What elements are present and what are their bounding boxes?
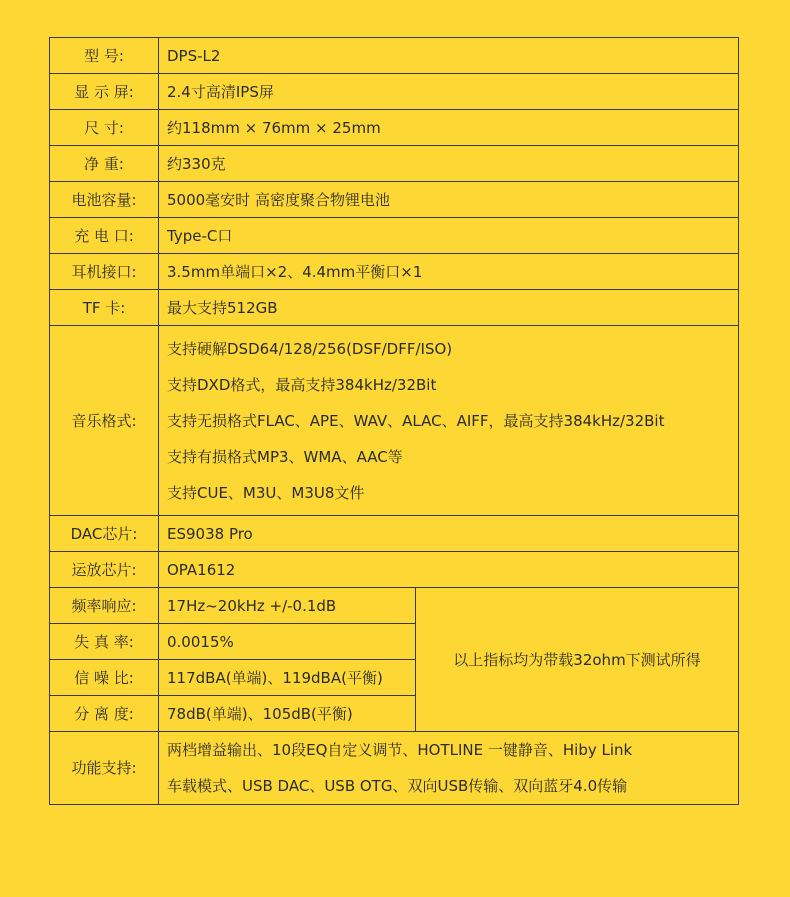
spec-value-frequency-response: 17Hz~20kHz +/-0.1dB — [159, 588, 416, 624]
spec-row-weight — [50, 146, 739, 182]
spec-row-battery — [50, 182, 739, 218]
spec-label-dac: DAC芯片: — [50, 516, 159, 552]
spec-value-model: DPS-L2 — [159, 38, 739, 74]
spec-label-snr: 信 噪 比: — [50, 660, 159, 696]
spec-row-tf-card — [50, 290, 739, 326]
spec-row-display — [50, 74, 739, 110]
audio-format-line: 支持有损格式MP3、WMA、AAC等 — [167, 447, 403, 466]
spec-label-weight: 净 重: — [50, 146, 159, 182]
features-line: 两档增益输出、10段EQ自定义调节、HOTLINE 一键静音、Hiby Link — [167, 741, 633, 759]
spec-value-separation: 78dB(单端)、105dB(平衡) — [159, 696, 416, 732]
spec-row-features — [50, 732, 739, 805]
spec-value-headphone: 3.5mm单端口×2、4.4mm平衡口×1 — [159, 254, 739, 290]
spec-row-dac — [50, 516, 739, 552]
spec-value-opamp: OPA1612 — [159, 552, 739, 588]
spec-row-audio-format — [50, 326, 739, 516]
spec-value-thd: 0.0015% — [159, 624, 416, 660]
spec-row-headphone — [50, 254, 739, 290]
spec-row-size — [50, 110, 739, 146]
spec-value-audio-format — [159, 326, 739, 516]
spec-label-frequency-response: 频率响应: — [50, 588, 159, 624]
spec-label-audio-format: 音乐格式: — [50, 326, 159, 516]
audio-format-line: 支持DXD格式，最高支持384kHz/32Bit — [167, 375, 437, 394]
audio-format-line: 支持CUE、M3U、M3U8文件 — [167, 483, 365, 502]
spec-label-display: 显 示 屏: — [50, 74, 159, 110]
audio-format-line: 支持无损格式FLAC、APE、WAV、ALAC、AIFF，最高支持384kHz/32Bit — [167, 411, 665, 430]
spec-label-battery: 电池容量: — [50, 182, 159, 218]
spec-row-frequency-response — [50, 588, 739, 624]
spec-value-charging: Type-C口 — [159, 218, 739, 254]
spec-value-battery: 5000毫安时 高密度聚合物锂电池 — [159, 182, 739, 218]
spec-label-size: 尺 寸: — [50, 110, 159, 146]
spec-label-model: 型 号: — [50, 38, 159, 74]
spec-value-features — [159, 732, 739, 805]
spec-table — [49, 37, 739, 805]
spec-label-headphone: 耳机接口: — [50, 254, 159, 290]
spec-value-tf-card: 最大支持512GB — [159, 290, 739, 326]
spec-value-weight: 约330克 — [159, 146, 739, 182]
spec-value-display: 2.4寸高清IPS屏 — [159, 74, 739, 110]
spec-label-charging: 充 电 口: — [50, 218, 159, 254]
spec-label-thd: 失 真 率: — [50, 624, 159, 660]
spec-value-size: 约118mm × 76mm × 25mm — [159, 110, 739, 146]
features-line: 车载模式、USB DAC、USB OTG、双向USB传输、双向蓝牙4.0传输 — [167, 777, 628, 795]
audio-format-line: 支持硬解DSD64/128/256(DSF/DFF/ISO) — [167, 339, 453, 358]
spec-label-opamp: 运放芯片: — [50, 552, 159, 588]
spec-row-opamp — [50, 552, 739, 588]
measurement-note: 以上指标均为带载32ohm下测试所得 — [416, 588, 739, 732]
spec-label-tf-card: TF 卡: — [50, 290, 159, 326]
spec-row-charging — [50, 218, 739, 254]
spec-label-features: 功能支持: — [50, 732, 159, 805]
spec-value-snr: 117dBA(单端)、119dBA(平衡) — [159, 660, 416, 696]
spec-label-separation: 分 离 度: — [50, 696, 159, 732]
spec-row-model — [50, 38, 739, 74]
spec-value-dac: ES9038 Pro — [159, 516, 739, 552]
